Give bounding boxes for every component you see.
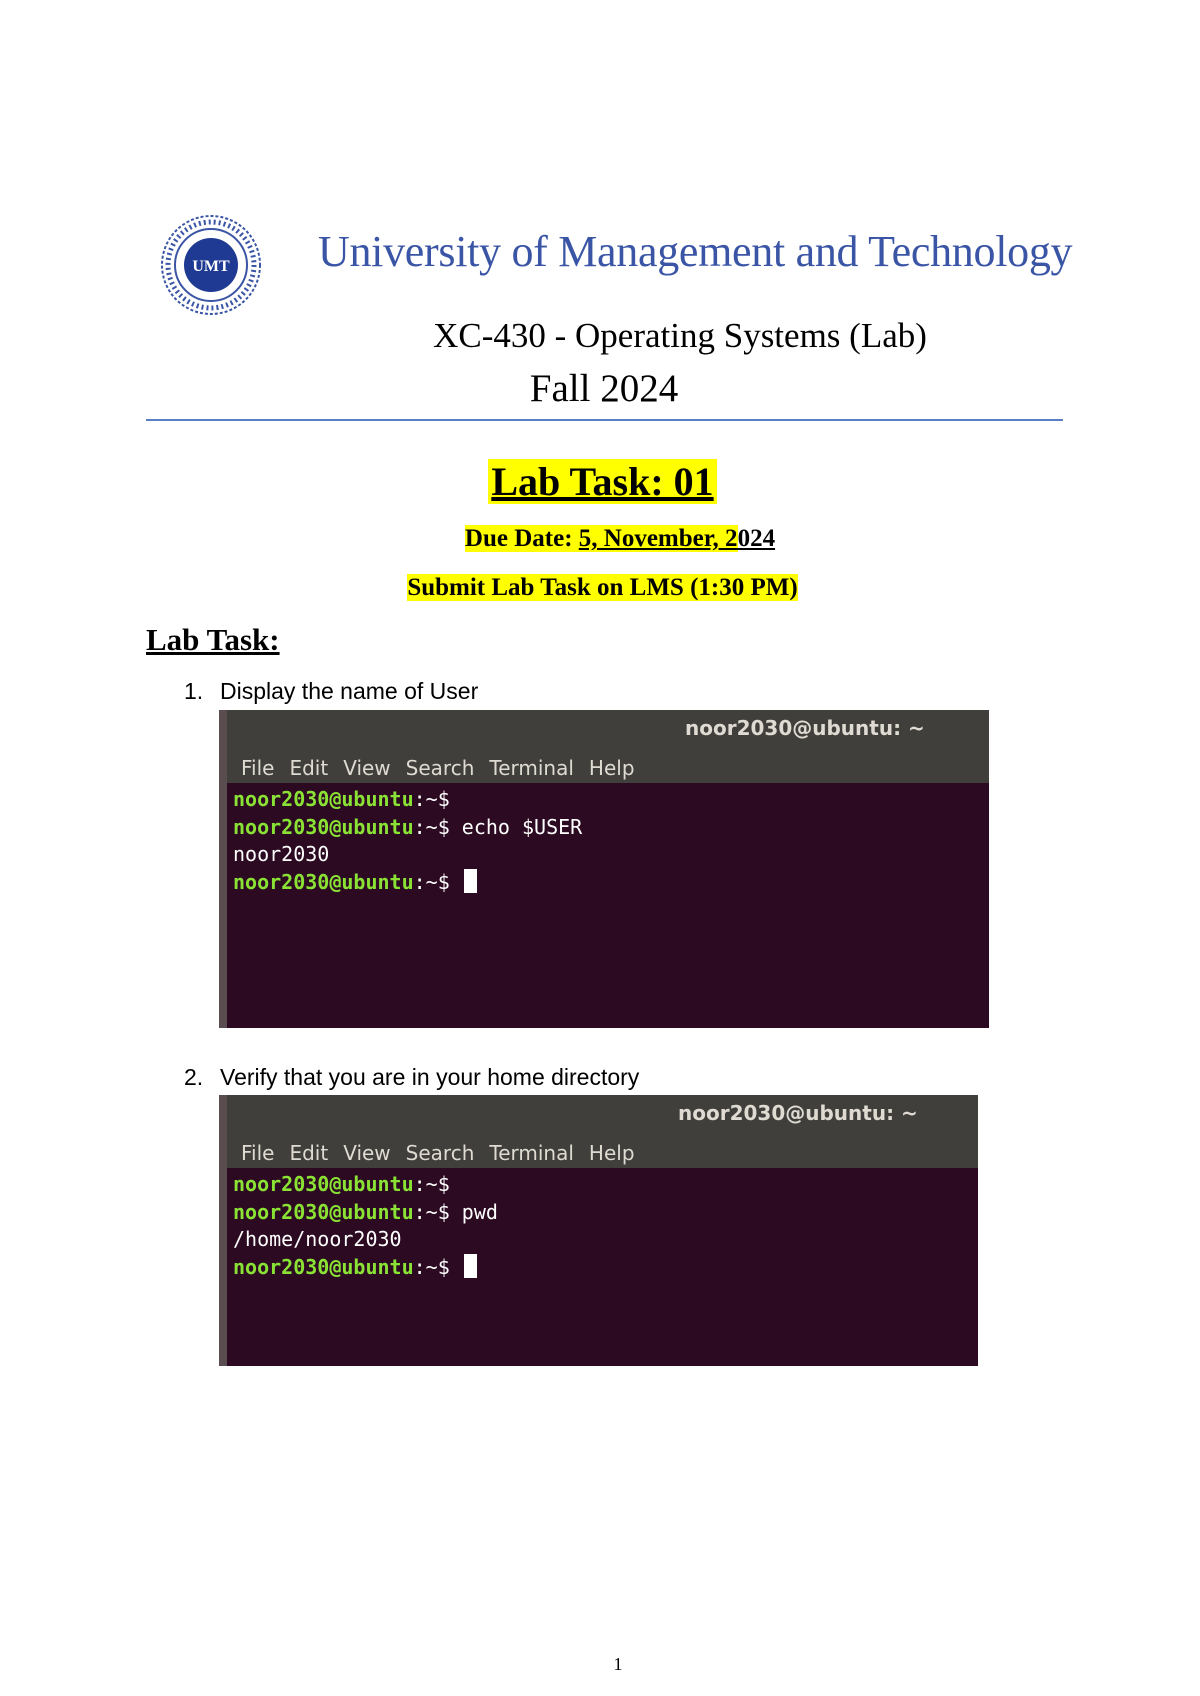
- terminal-output: [233, 786, 582, 896]
- terminal-line: [233, 786, 582, 814]
- menu-file: File: [241, 1141, 275, 1165]
- submit-instruction: [0, 574, 1200, 602]
- terminal-output: [233, 1171, 498, 1281]
- list-item: [184, 1064, 639, 1091]
- list-item-number: 1.: [184, 678, 204, 704]
- menu-edit: Edit: [289, 756, 329, 780]
- terminal-output-line: noor2030: [233, 842, 330, 866]
- due-date-value-b: 024: [737, 525, 776, 552]
- terminal-menubar: [241, 756, 650, 780]
- term-label: Fall 2024: [529, 367, 679, 410]
- prompt-path: :~$: [413, 1172, 450, 1196]
- list-item-text: Verify that you are in your home directory: [220, 1064, 640, 1090]
- section-heading: Lab Task:: [146, 622, 280, 657]
- prompt-path: :~$: [413, 814, 450, 839]
- page-number: 1: [613, 1654, 623, 1674]
- menu-terminal: Terminal: [489, 1141, 574, 1165]
- prompt-path: :~$: [413, 1199, 450, 1224]
- terminal-titlebar: [227, 710, 989, 783]
- terminal-line: [233, 869, 582, 897]
- submit-instruction-text: Submit Lab Task on LMS (1:30 PM): [407, 574, 798, 601]
- terminal-menubar: [241, 1141, 650, 1165]
- terminal-titlebar: [227, 1095, 978, 1168]
- menu-view: View: [343, 1141, 391, 1165]
- terminal-line: [233, 1199, 498, 1227]
- terminal-screenshot: [219, 710, 989, 1028]
- terminal-cursor: [464, 1254, 477, 1278]
- university-logo: [160, 214, 262, 316]
- menu-help: Help: [588, 1141, 635, 1165]
- prompt-path: :~$: [413, 787, 450, 811]
- menu-search: Search: [405, 756, 475, 780]
- menu-search: Search: [405, 1141, 475, 1165]
- prompt-path: :~$: [413, 1254, 450, 1279]
- menu-help: Help: [588, 756, 635, 780]
- lab-task-title: [0, 458, 1200, 505]
- list-item: [184, 678, 478, 705]
- terminal-screenshot: [219, 1095, 978, 1366]
- terminal-cursor: [464, 869, 477, 893]
- due-date-highlight: [465, 525, 738, 552]
- terminal-line: [233, 1171, 498, 1199]
- terminal-line: [233, 1254, 498, 1282]
- list-item-number: 2.: [184, 1064, 204, 1090]
- prompt-path: :~$: [413, 869, 450, 894]
- logo-text: UMT: [192, 258, 230, 275]
- terminal-command: echo $USER: [461, 814, 583, 839]
- terminal-line: [233, 814, 582, 842]
- course-title: XC-430 - Operating Systems (Lab): [433, 316, 927, 355]
- due-date-label: Due Date:: [464, 525, 573, 552]
- lab-task-title-text: Lab Task: 01: [488, 459, 716, 504]
- university-title: University of Management and Technology: [318, 227, 1073, 276]
- menu-terminal: Terminal: [489, 756, 574, 780]
- prompt-user: noor2030@ubuntu: [233, 814, 414, 839]
- prompt-user: noor2030@ubuntu: [233, 1254, 414, 1279]
- menu-file: File: [241, 756, 275, 780]
- prompt-user: noor2030@ubuntu: [233, 787, 414, 811]
- prompt-user: noor2030@ubuntu: [233, 1199, 414, 1224]
- terminal-title: noor2030@ubuntu: ~: [678, 1101, 918, 1125]
- due-date-line: [0, 525, 1200, 553]
- list-item-text: Display the name of User: [220, 678, 479, 704]
- menu-view: View: [343, 756, 391, 780]
- header-divider: [146, 419, 1063, 421]
- prompt-user: noor2030@ubuntu: [233, 869, 414, 894]
- menu-edit: Edit: [289, 1141, 329, 1165]
- terminal-output-line: /home/noor2030: [233, 1227, 402, 1251]
- terminal-title: noor2030@ubuntu: ~: [685, 716, 925, 740]
- terminal-command: pwd: [461, 1199, 498, 1224]
- prompt-user: noor2030@ubuntu: [233, 1172, 414, 1196]
- due-date-value-a: 5, November, 2: [578, 525, 738, 552]
